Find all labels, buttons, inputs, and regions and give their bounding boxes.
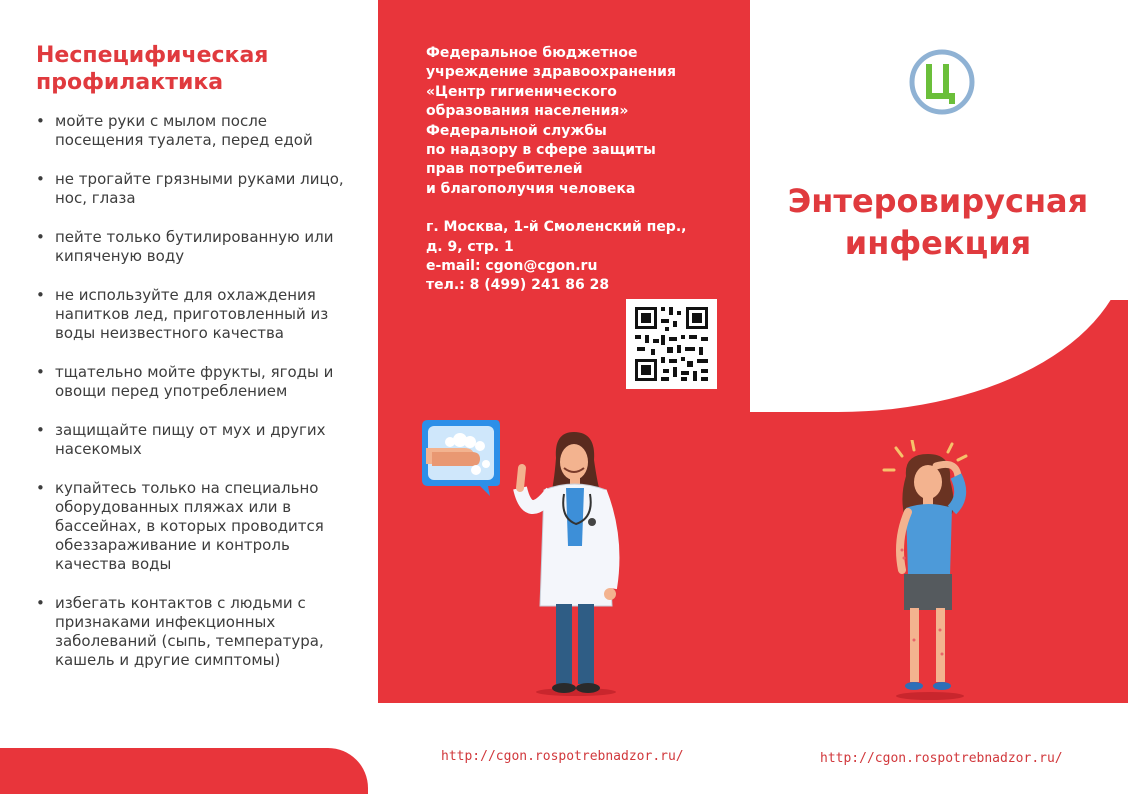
title-line: Энтеровирусная — [787, 182, 1089, 220]
title-line: инфекция — [844, 224, 1032, 262]
tip-item: • не используйте для охлаждения напитков лед, приготовленный из воды неизвестного качества — [36, 286, 356, 343]
org-line: Федеральное бюджетное — [426, 45, 638, 61]
tip-item: • мойте руки с мылом после посещения туалета, перед едой — [36, 112, 356, 150]
decorative-corner — [0, 748, 368, 794]
tip-item: • тщательно мойте фрукты, ягоды и овощи перед употреблением — [36, 363, 356, 401]
phone-line: тел.: 8 (499) 241 86 28 — [426, 277, 610, 294]
org-line: учреждение здравоохранения — [426, 64, 676, 81]
website-link[interactable]: http://cgon.rospotrebnadzor.ru/ — [441, 749, 684, 764]
org-line: образования населения» — [426, 103, 629, 120]
org-line: и благополучия человека — [426, 180, 636, 197]
tip-item: • избегать контактов с людьми с признаками инфекционных заболеваний (сыпь, температура, кашель и другие симптомы) — [36, 594, 356, 670]
address-line: г. Москва, 1-й Смоленский пер., — [426, 219, 687, 236]
tip-item: • защищайте пищу от мух и других насекомых — [36, 421, 356, 459]
tip-item: • купайтесь только на специально оборудованных пляжах или в бассейнах, в которых проводится обеззараживание и контроль качества воды — [36, 479, 356, 574]
handwashing-bubble-icon — [420, 418, 502, 498]
sick-girl-illustration — [876, 440, 980, 700]
org-line: по надзору в сфере защиты — [426, 142, 656, 159]
org-line: Федеральной службы — [426, 122, 607, 139]
brochure-title — [752, 180, 1124, 264]
logo-icon — [906, 46, 978, 118]
tip-item: • не трогайте грязными руками лицо, нос, глаза — [36, 170, 356, 208]
qr-code-icon[interactable] — [626, 299, 717, 389]
website-link[interactable]: http://cgon.rospotrebnadzor.ru/ — [820, 751, 1063, 766]
organization-info — [426, 44, 726, 296]
tip-item: • пейте только бутилированную или кипяченую воду — [36, 228, 356, 266]
doctor-illustration — [510, 428, 632, 698]
org-line: «Центр гигиенического — [426, 83, 617, 100]
left-panel-title: Неспецифическая профилактика — [36, 43, 269, 95]
prevention-tips-list — [36, 112, 356, 690]
address-line: д. 9, стр. 1 — [426, 238, 514, 255]
email-line: e-mail: cgon@cgon.ru — [426, 258, 598, 275]
org-line: прав потребителей — [426, 161, 583, 178]
